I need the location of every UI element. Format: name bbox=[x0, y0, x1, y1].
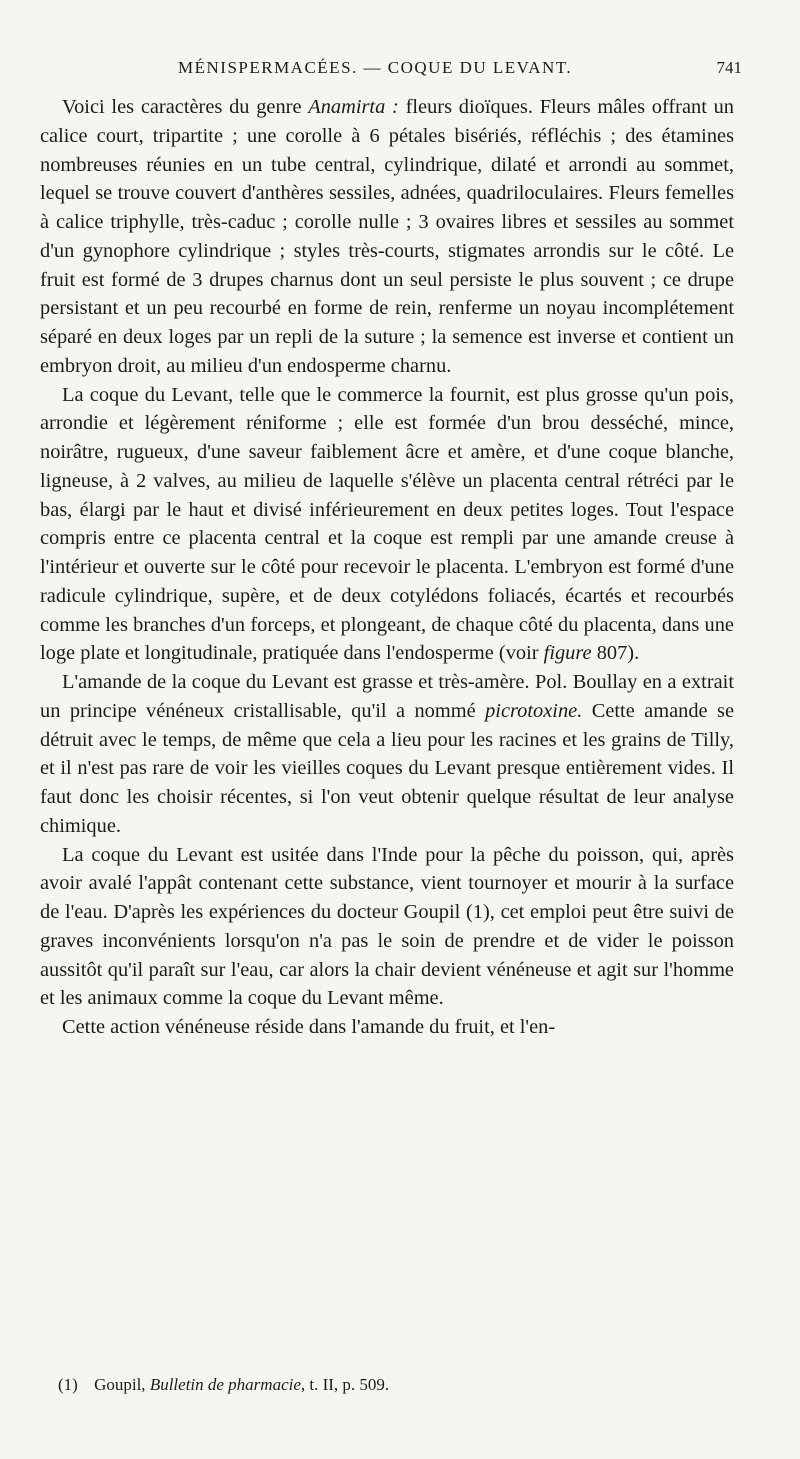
running-head bbox=[62, 58, 742, 90]
paragraph-text: La coque du Levant, telle que le commerce la fournit, est plus grosse qu'un pois, arrondie et légèrement réniforme ; elle est formée d'un brou desséché, mince, noirâtre, rugueux, d'une saveur faiblement âcre et amère, et d'une coque blanche, ligneuse, à 2 valves, au milieu de laquelle s'élève un placenta central rétréci par le bas, élargi par le haut et divisé inférieurement en deux petites loges. Tout l'espace compris entre ce placenta central et la coque est rempli par une amande creuse à l'intérieur et ouverte sur le côté pour recevoir le placenta. L'embryon est formé d'une radicule cylindrique, supère, et de deux cotylédons foliacés, écartés et recourbés comme les branches d'un forceps, et plongeant, de chaque côté du placenta, dans une loge plate et longitudinale, pratiquée dans l'endosperme (voir bbox=[40, 383, 734, 665]
paragraph-genus-description bbox=[40, 93, 734, 381]
figure-reference: figure bbox=[543, 642, 592, 665]
footnote-label: (1) bbox=[58, 1375, 78, 1394]
paragraph-toxic-action bbox=[40, 1013, 734, 1042]
genus-name: Anamirta : bbox=[308, 96, 399, 118]
running-title: MÉNISPERMACÉES. — COQUE DU LEVANT. bbox=[178, 58, 573, 77]
paragraph-text: Cette action vénéneuse réside dans l'amande du fruit, et l'en- bbox=[62, 1016, 556, 1038]
term-picrotoxine: picrotoxine. bbox=[485, 699, 583, 722]
footnote-author: Goupil, bbox=[94, 1375, 146, 1394]
page-number: 741 bbox=[716, 58, 742, 77]
footnote-ref: t. II, p. 509. bbox=[309, 1375, 390, 1394]
paragraph-text: Cette amande se détruit avec le temps, de même que cela a lieu pour les racines et les grains de Tilly, et il n'est pas rare de voir les vieilles coques du Levant presque entièrement vides. Il faut donc les choisir récentes, si l'on veut obtenir quelque résultat de leur analyse chimique. bbox=[40, 699, 734, 837]
paragraph-fishing-use bbox=[40, 841, 734, 1014]
paragraph-picrotoxine bbox=[40, 668, 734, 841]
footnote bbox=[58, 1375, 738, 1395]
footnote-journal: Bulletin de pharmacie, bbox=[149, 1375, 306, 1394]
paragraph-text: La coque du Levant est usitée dans l'Inde pour la pêche du poisson, qui, après avoir avalé l'appât contenant cette substance, vient tournoyer et mourir à la surface de l'eau. D'après les expériences du docteur Goupil (1), cet emploi peut être suivi de graves inconvénients lorsqu'on n'a pas le soin de prendre et de vider le poisson aussitôt qu'il paraît sur l'eau, car alors la chair devient vénéneuse et agit sur l'homme et les animaux comme la coque du Levant même. bbox=[40, 843, 734, 1010]
paragraph-text: Voici les caractères du genre bbox=[62, 96, 309, 118]
paragraph-text: 807). bbox=[591, 642, 640, 665]
body-text bbox=[40, 93, 734, 1042]
paragraph-text: L'amande de la coque du Levant est grasse et très-amère. Pol. Boullay en a extrait un principe vénéneux cristallisable, qu'il a nommé bbox=[40, 671, 734, 722]
paragraph-fruit-description bbox=[40, 381, 734, 669]
paragraph-text: fleurs dioïques. Fleurs mâles offrant un calice court, tripartite ; une corolle à 6 pétales bisériés, réfléchis ; des étamines nombreuses réunies en un tube central, cylindrique, dilaté et arrondi au sommet, lequel se trouve couvert d'anthères sessiles, adnées, quadriloculaires. Fleurs femelles à calice triphylle, très-caduc ; corolle nulle ; 3 ovaires libres et sessiles au sommet d'un gynophore cylindrique ; styles très-courts, stigmates arrondis sur le côté. Le fruit est formé de 3 drupes charnus dont un seul persiste le plus souvent ; ce drupe persistant et un peu recourbé en forme de rein, renferme un noyau incomplétement séparé en deux loges par un repli de la suture ; la semence est inverse et contient un embryon droit, au milieu d'un endosperme charnu. bbox=[40, 96, 735, 377]
